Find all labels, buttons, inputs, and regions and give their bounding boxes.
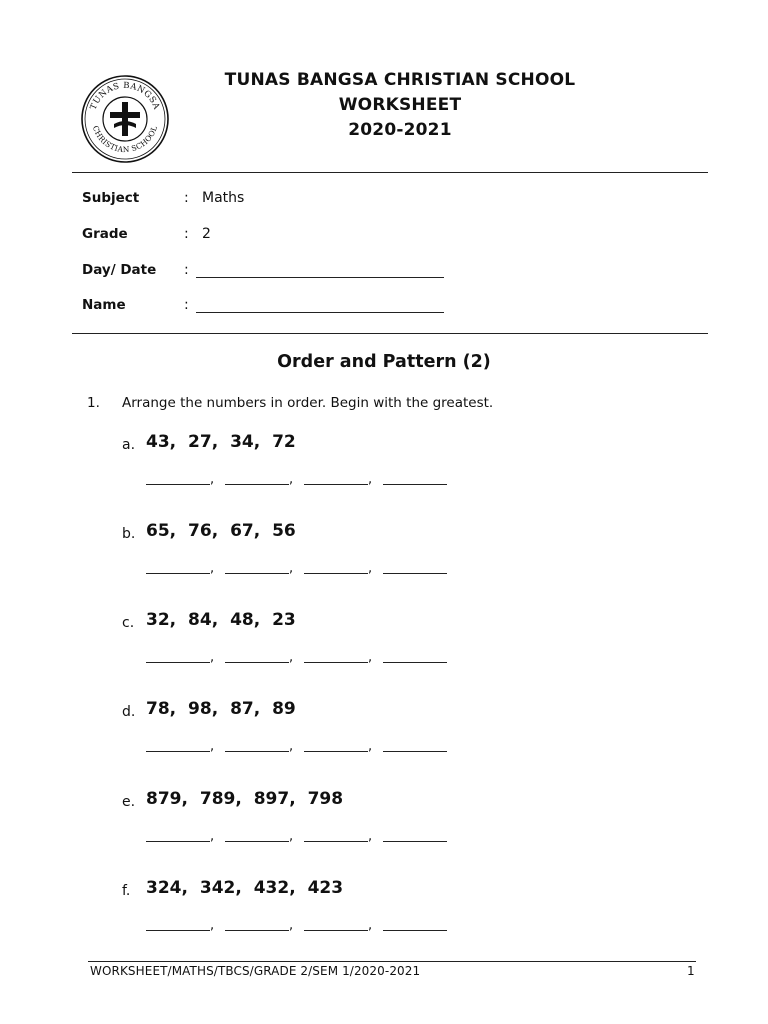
answer-blank[interactable]	[146, 841, 210, 842]
item-letter: b.	[122, 526, 136, 542]
subject-value: Maths	[202, 190, 245, 206]
answer-blank[interactable]	[304, 841, 368, 842]
day-date-colon: :	[184, 262, 189, 278]
answer-blank[interactable]	[225, 573, 289, 574]
answer-blank[interactable]	[383, 930, 447, 931]
school-logo	[80, 74, 170, 164]
separator-comma: ,	[289, 739, 294, 754]
separator-comma: ,	[210, 739, 215, 754]
grade-colon: :	[184, 226, 189, 242]
separator-comma: ,	[210, 829, 215, 844]
day-date-label: Day/ Date	[82, 262, 157, 278]
answer-blank[interactable]	[146, 484, 210, 485]
question-item-d	[122, 699, 682, 779]
grade-label: Grade	[82, 226, 128, 242]
name-label: Name	[82, 297, 126, 313]
question-item-b	[122, 521, 682, 601]
item-letter: e.	[122, 794, 136, 810]
answer-blank[interactable]	[225, 662, 289, 663]
day-date-blank[interactable]	[196, 277, 444, 278]
answer-blank[interactable]	[304, 662, 368, 663]
name-colon: :	[184, 297, 189, 313]
question-number: 1.	[87, 395, 100, 411]
item-letter: a.	[122, 437, 136, 453]
section-title: Order and Pattern (2)	[277, 352, 491, 372]
answer-blanks	[146, 829, 446, 845]
question-item-c	[122, 610, 682, 690]
logo-text-top: TUNAS BANGSA	[88, 80, 162, 112]
separator-comma: ,	[368, 561, 373, 576]
separator-comma: ,	[368, 918, 373, 933]
item-numbers: 324, 342, 432, 423	[146, 878, 344, 898]
answer-blanks	[146, 472, 446, 488]
question-item-f	[122, 878, 682, 958]
document-type: WORKSHEET	[338, 95, 462, 115]
item-numbers: 43, 27, 34, 72	[146, 432, 296, 452]
item-letter: d.	[122, 704, 136, 720]
item-letter: f.	[122, 883, 131, 899]
subject-label: Subject	[82, 190, 140, 206]
answer-blank[interactable]	[383, 751, 447, 752]
school-name: TUNAS BANGSA CHRISTIAN SCHOOL	[224, 70, 576, 90]
answer-blank[interactable]	[383, 841, 447, 842]
footer-divider	[88, 961, 696, 962]
header-divider	[72, 172, 708, 173]
item-numbers: 65, 76, 67, 56	[146, 521, 296, 541]
answer-blank[interactable]	[304, 573, 368, 574]
separator-comma: ,	[368, 472, 373, 487]
separator-comma: ,	[289, 561, 294, 576]
separator-comma: ,	[289, 472, 294, 487]
item-numbers: 32, 84, 48, 23	[146, 610, 296, 630]
separator-comma: ,	[289, 650, 294, 665]
separator-comma: ,	[368, 739, 373, 754]
school-heading	[180, 68, 620, 143]
answer-blank[interactable]	[225, 841, 289, 842]
separator-comma: ,	[210, 561, 215, 576]
school-year: 2020-2021	[348, 120, 452, 140]
info-divider	[72, 333, 708, 334]
separator-comma: ,	[210, 918, 215, 933]
answer-blanks	[146, 650, 446, 666]
item-numbers: 78, 98, 87, 89	[146, 699, 296, 719]
answer-blank[interactable]	[304, 484, 368, 485]
name-blank[interactable]	[196, 312, 444, 313]
school-seal-icon	[80, 74, 170, 164]
footer-text: WORKSHEET/MATHS/TBCS/GRADE 2/SEM 1/2020-2021	[90, 964, 421, 978]
separator-comma: ,	[368, 829, 373, 844]
answer-blank[interactable]	[225, 930, 289, 931]
item-letter: c.	[122, 615, 135, 631]
answer-blank[interactable]	[304, 751, 368, 752]
question-item-e	[122, 789, 682, 869]
answer-blank[interactable]	[225, 484, 289, 485]
grade-value: 2	[202, 226, 211, 242]
separator-comma: ,	[210, 472, 215, 487]
separator-comma: ,	[289, 829, 294, 844]
answer-blanks	[146, 918, 446, 934]
answer-blanks	[146, 561, 446, 577]
answer-blank[interactable]	[146, 573, 210, 574]
item-numbers: 879, 789, 897, 798	[146, 789, 344, 809]
answer-blank[interactable]	[383, 484, 447, 485]
answer-blank[interactable]	[225, 751, 289, 752]
separator-comma: ,	[210, 650, 215, 665]
separator-comma: ,	[368, 650, 373, 665]
answer-blank[interactable]	[304, 930, 368, 931]
question-text: Arrange the numbers in order. Begin with the greatest.	[122, 395, 494, 411]
answer-blank[interactable]	[146, 751, 210, 752]
separator-comma: ,	[289, 918, 294, 933]
answer-blank[interactable]	[146, 930, 210, 931]
answer-blanks	[146, 739, 446, 755]
answer-blank[interactable]	[383, 662, 447, 663]
answer-blank[interactable]	[383, 573, 447, 574]
logo-text-bottom: CHRISTIAN SCHOOL	[90, 124, 160, 155]
answer-blank[interactable]	[146, 662, 210, 663]
subject-colon: :	[184, 190, 189, 206]
page-number: 1	[687, 964, 695, 978]
question-item-a	[122, 432, 682, 512]
